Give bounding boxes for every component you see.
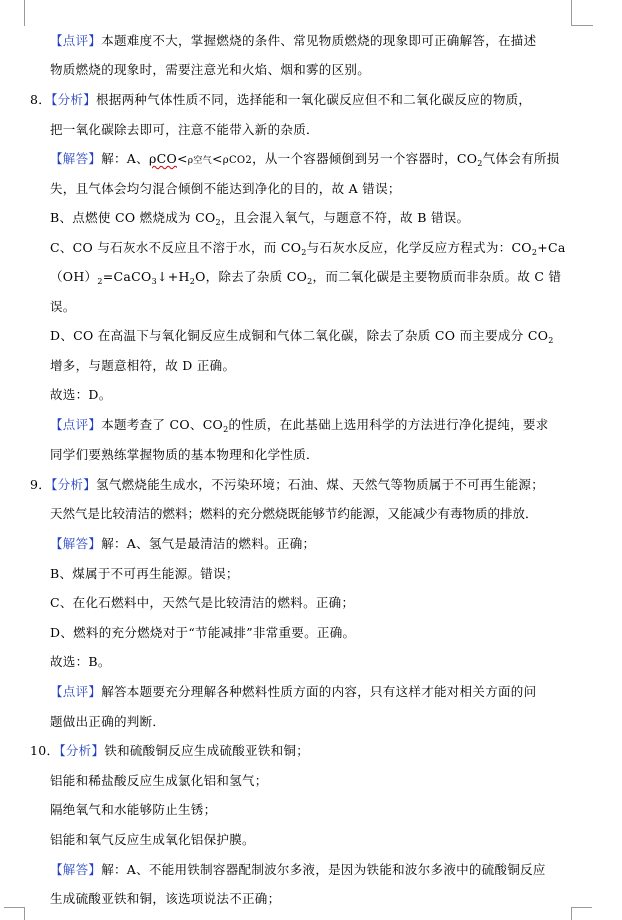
analysis-tag: 【分析】 bbox=[59, 743, 105, 758]
q10-answer-line-2: 生成硫酸亚铁和铜，该选项说法不正确； bbox=[50, 891, 281, 906]
analysis-tag: 【分析】 bbox=[51, 477, 97, 492]
q8-answer-a-line-1: 【解答】解：A、ρCO<ρ空气<ρCO2，从一个容器倾倒到另一个容器时，$CO_2$气体会有所损 bbox=[50, 151, 560, 168]
q8-review-line-2: 同学们要熟练掌握物质的基本物理和化学性质． bbox=[50, 447, 319, 462]
q8-analysis-line-1: 8．【分析】根据两种气体性质不同，选择能和一氧化碳反应但不和二氧化碳反应的物质， bbox=[30, 92, 532, 107]
answer-tag: 【解答】 bbox=[50, 536, 102, 551]
q8-answer-c-line-1: C、CO 与石灰水不反应且不溶于水，而 $CO_2$与石灰水反应，化学反应方程式为：$CO_2+Ca$ bbox=[50, 240, 566, 257]
answer-tag: 【解答】 bbox=[50, 151, 102, 166]
crop-mark-bottom-right-h bbox=[571, 907, 592, 908]
q9-analysis-line-2: 天然气是比较清洁的燃料；燃料的充分燃烧既能够节约能源，又能减少有毒物质的排放． bbox=[50, 506, 538, 521]
crop-mark-bottom-left-h bbox=[4, 907, 25, 908]
q10-analysis-line-2: 铝能和稀盐酸反应生成氯化铝和氢气； bbox=[50, 773, 268, 788]
q9-answer-d: D、燃料的充分燃烧对于“节能减排”非常重要。正确。 bbox=[50, 625, 356, 640]
crop-mark-bottom-right-v bbox=[571, 907, 572, 920]
review-tag: 【点评】 bbox=[50, 684, 102, 699]
q9-answer-line-1: 【解答】解：A、氢气是最清洁的燃料。正确； bbox=[50, 536, 316, 551]
q9-choice: 故选：B。 bbox=[50, 654, 111, 669]
answer-tag: 【解答】 bbox=[50, 862, 102, 877]
density-co: ρCO bbox=[148, 151, 177, 166]
crop-mark-top-right-h bbox=[571, 25, 593, 26]
question-number: 9． bbox=[30, 477, 52, 492]
q10-analysis-line-1: 10．【分析】铁和硫酸铜反应生成硫酸亚铁和铜； bbox=[30, 743, 310, 758]
q8-review-line-1: 【点评】本题考查了 CO、$CO_2$的性质，在此基础上选用科学的方法进行净化提纯，要求 bbox=[50, 417, 549, 434]
density-co2: ρCO2 bbox=[222, 155, 253, 166]
crop-mark-top-right-v bbox=[571, 0, 572, 26]
q8-answer-d-line-2: 增多，与题意相符，故 D 正确。 bbox=[50, 358, 236, 373]
analysis-tag: 【分析】 bbox=[51, 92, 97, 107]
q10-analysis-line-4: 铝能和氧气反应生成氧化铝保护膜。 bbox=[50, 832, 255, 847]
q8-answer-a-line-2: 失，且气体会均匀混合倾倒不能达到净化的目的，故 A 错误； bbox=[50, 181, 401, 196]
q9-review-line-2: 题做出正确的判断． bbox=[50, 714, 166, 729]
q8-analysis-line-2: 把一氧化碳除去即可，注意不能带入新的杂质． bbox=[50, 122, 319, 137]
q8-answer-c-line-2: $(OH)_2=CaCO_3↓+H_2O$，除去了杂质 $CO_2$，而二氧化碳是主要物质而非杂质。故 C 错 bbox=[50, 269, 562, 286]
q9-analysis-line-1: 9．【分析】氢气燃烧能生成水，不污染环境；石油、煤、天然气等物质属于不可再生能源； bbox=[30, 477, 545, 492]
q7-review-line-2: 物质燃烧的现象时，需要注意光和火焰、烟和雾的区别。 bbox=[50, 62, 371, 77]
density-air: ρ空气 bbox=[187, 156, 212, 166]
q10-analysis-line-3: 隔绝氧气和水能够防止生锈； bbox=[50, 802, 217, 817]
q8-answer-b: B、点燃使 CO 燃烧成为 $CO_2$，且会混入氧气，与题意不符，故 B 错误。 bbox=[50, 210, 470, 227]
q7-review-line-1: 【点评】本题难度不大，掌握燃烧的条件、常见物质燃烧的现象即可正确解答，在描述 bbox=[50, 33, 537, 48]
q10-answer-line-1: 【解答】解：A、不能用铁制容器配制波尔多液，是因为铁能和波尔多液中的硫酸铜反应 bbox=[50, 862, 546, 877]
q9-answer-b: B、煤属于不可再生能源。错误； bbox=[50, 566, 239, 581]
q9-answer-c: C、在化石燃料中，天然气是比较清洁的燃料。正确； bbox=[50, 595, 355, 610]
question-number: 10． bbox=[30, 743, 60, 758]
question-number: 8． bbox=[30, 92, 52, 107]
review-tag: 【点评】 bbox=[50, 33, 102, 48]
crop-mark-bottom-left-v bbox=[24, 907, 25, 920]
q9-review-line-1: 【点评】解答本题要充分理解各种燃料性质方面的内容，只有这样才能对相关方面的问 bbox=[50, 684, 537, 699]
q8-answer-d-line-1: D、CO 在高温下与氧化铜反应生成铜和气体二氧化碳，除去了杂质 CO 而主要成分 $CO_2$ bbox=[50, 328, 554, 345]
crop-mark-top-left-v bbox=[24, 0, 25, 26]
review-tag: 【点评】 bbox=[50, 417, 102, 432]
q8-answer-c-line-3: 误。 bbox=[50, 299, 76, 314]
q8-choice: 故选：D。 bbox=[50, 387, 112, 402]
